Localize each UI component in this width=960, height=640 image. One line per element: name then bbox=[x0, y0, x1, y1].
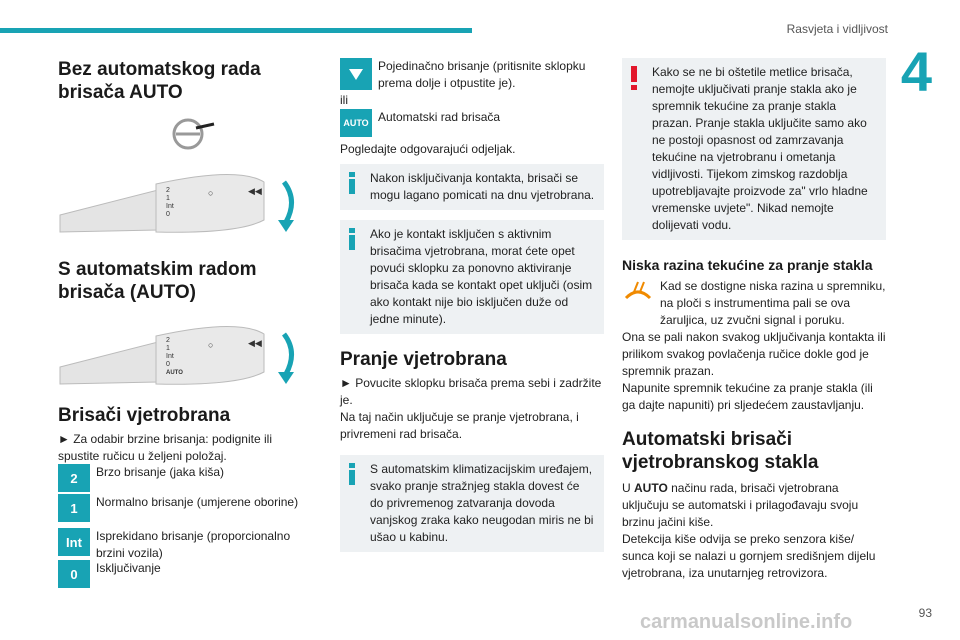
info-3-text: S automatskim klimatizacijskim uređajem, svako pranje stražnjeg stakla dovest će do privremenog zatvaranja dovoda vanjskog zraka kako neugodan miris ne bi ušao u kabinu. bbox=[370, 462, 594, 544]
info-box-2 bbox=[340, 220, 604, 334]
washer-fluid-icon bbox=[622, 278, 654, 306]
speed-tile-0: 0 bbox=[58, 560, 90, 588]
heading-no-auto: Bez automatskog rada brisača AUTO bbox=[58, 59, 261, 103]
stalk-auto-label-0: 0 bbox=[166, 361, 170, 368]
speed-row-1 bbox=[58, 494, 298, 522]
wiper-intro: ► Za odabir brzine brisanja: podignite ili spustite ručicu u željeni položaj. bbox=[58, 432, 272, 463]
low-level-text-1: Kad se dostigne niska razina u spremniku, na ploči s instrumentima pali se ova žaruljica, uz zvučni signal i poruku. bbox=[660, 279, 886, 327]
info-icon bbox=[348, 228, 356, 250]
wiper-stalk-illustration bbox=[58, 160, 298, 240]
auto-icon: AUTO bbox=[340, 109, 372, 137]
warning-text: Kako se ne bi oštetile metlice brisača, nemojte uključivati pranje stakla ako je spremnik tekućine za pranje stakla prazan. Pranje stakla uključite samo ako ne postoji opasnost od zamrzavanja tekućine na vjetrobranu i ometanja vidljivosti. Tijekom zimskog razdoblja upotrebljavajte proizvode za" vrlo hladne vremenske uvjete". Nikad nemojte dolijevati vodu. bbox=[652, 65, 868, 232]
heading-wipers: Brisači vjetrobrana bbox=[58, 405, 231, 426]
page-number: 93 bbox=[918, 606, 932, 620]
info-icon bbox=[348, 463, 356, 485]
info-box-3 bbox=[340, 455, 604, 552]
speed-label-0: Isključivanje bbox=[96, 561, 161, 575]
info-box-1 bbox=[340, 164, 604, 210]
warning-box bbox=[622, 58, 886, 240]
section-title: Rasvjeta i vidljivost bbox=[786, 22, 888, 36]
stalk-label-2: 2 bbox=[166, 187, 170, 194]
see-section-text: Pogledajte odgovarajući odjeljak. bbox=[340, 142, 516, 156]
wiper-stalk-auto-illustration bbox=[58, 312, 298, 392]
arrow-down-icon bbox=[340, 58, 372, 90]
low-level-text-2: Ona se pali nakon svakog uključivanja kontakta ili prilikom svakog povlačenja ručice dokle god je spremnik prazan. bbox=[622, 330, 886, 378]
warning-icon bbox=[630, 66, 638, 90]
speed-label-1: Normalno brisanje (umjerene oborine) bbox=[96, 495, 299, 509]
auto-wipers-text-2: Detekcija kiše odvija se preko senzora kiše/ sunca koji se nalazi u gornjem središnjem dijelu vjetrobrana, iza unutarnjeg retrovizora. bbox=[622, 532, 876, 580]
speed-tile-int: Int bbox=[58, 528, 90, 556]
wash-text: ► Povucite sklopku brisača prema sebi i zadržite je. bbox=[340, 376, 602, 407]
svg-text:○: ○ bbox=[208, 340, 214, 350]
steering-wheel-icon bbox=[170, 116, 216, 152]
stalk-label-int: Int bbox=[166, 203, 174, 210]
speed-row-0 bbox=[58, 560, 161, 588]
svg-text:◀◀: ◀◀ bbox=[248, 338, 262, 348]
wash-text-2: Na taj način uključuje se pranje vjetrobrana, i privremeni rad brisača. bbox=[340, 410, 579, 441]
stalk-auto-label-2: 2 bbox=[166, 337, 170, 344]
speed-tile-1: 1 bbox=[58, 494, 90, 522]
heading-auto-wipers: Automatski brisači vjetrobranskog stakla bbox=[622, 429, 819, 473]
speed-label-2: Brzo brisanje (jaka kiša) bbox=[96, 465, 225, 479]
heading-low-level: Niska razina tekućine za pranje stakla bbox=[622, 257, 873, 273]
speed-tile-2: 2 bbox=[58, 464, 90, 492]
stalk-auto-label-auto: AUTO bbox=[166, 370, 183, 376]
stalk-label-0: 0 bbox=[166, 211, 170, 218]
speed-row-int bbox=[58, 528, 298, 562]
stalk-auto-label-1: 1 bbox=[166, 345, 170, 352]
low-level-text-3: Napunite spremnik tekućine za pranje stakla (ili ga dajte napuniti) pri sljedećem zaustavljanju. bbox=[622, 381, 873, 412]
heading-wash: Pranje vjetrobrana bbox=[340, 349, 507, 370]
svg-text:○: ○ bbox=[208, 188, 214, 198]
info-1-text: Nakon isključivanja kontakta, brisači se mogu lagano pomicati na dnu vjetrobrana. bbox=[370, 171, 595, 202]
auto-wipe-text: Automatski rad brisača bbox=[378, 110, 501, 124]
auto-wipers-text: U AUTO načinu rada, brisači vjetrobrana uključuju se automatski i prilagođavaju svoju brzinu jačini kiše. bbox=[622, 481, 859, 529]
speed-row-2 bbox=[58, 464, 224, 492]
info-2-text: Ako je kontakt isključen s aktivnim brisačima vjetrobrana, morat ćete opet povući sklopku za ponovno aktiviranje brisača kada se kontakt opet uključi (osim ako kontakt nije bio isključen duže od jedne minute). bbox=[370, 227, 593, 326]
speed-label-int: Isprekidano brisanje (proporcionalno brzini vozila) bbox=[96, 529, 291, 560]
heading-auto: S automatskim radom brisača (AUTO) bbox=[58, 259, 257, 303]
stalk-auto-label-int: Int bbox=[166, 353, 174, 360]
chapter-number: 4 bbox=[900, 40, 932, 103]
single-wipe-text: Pojedinačno brisanje (pritisnite sklopku prema dolje i otpustite je). bbox=[378, 59, 586, 90]
header-bar bbox=[0, 28, 472, 33]
watermark: carmanualsonline.info bbox=[640, 611, 853, 633]
or-text: ili bbox=[340, 93, 348, 107]
info-icon bbox=[348, 172, 356, 194]
stalk-label-1: 1 bbox=[166, 195, 170, 202]
svg-text:◀◀: ◀◀ bbox=[248, 186, 262, 196]
